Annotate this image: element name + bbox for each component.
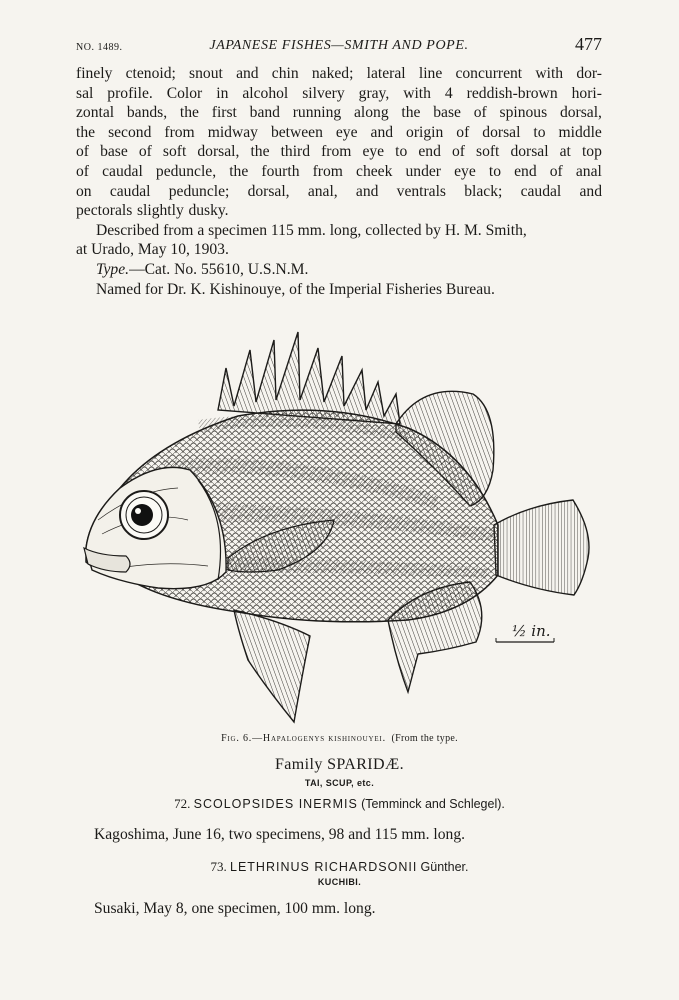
word: from [321,143,352,161]
text-line [76,84,602,104]
word: Color [166,84,203,102]
word: dorsal [510,143,549,161]
word: the [76,123,96,141]
word: midway [207,123,258,141]
specimen-record: Kagoshima, June 16, two specimens, 98 and 115 mm. long. [94,826,466,843]
specimen-description-cont: at Urado, May 10, 1903. [76,241,229,259]
page-number: 477 [575,34,602,54]
word: with [535,65,564,82]
description-text [76,64,602,299]
word: dusky. [188,202,229,220]
word: from [164,123,195,141]
word: the [250,143,270,161]
word: spinous [499,104,548,122]
species-number: 73. [210,859,227,874]
word: line [418,65,443,82]
word: end [514,162,537,180]
species-name: LETHRINUS RICHARDSONII [230,860,418,874]
word: of [76,162,89,180]
word: ventrals [396,182,447,200]
word: origin [406,123,444,141]
word: pectorals [76,202,133,220]
species-vernacular: KUCHIBI. [317,877,362,887]
word: running [292,104,342,122]
word: caudal [520,182,562,200]
word: between [270,123,323,141]
word: eye [335,123,358,141]
family-vernacular: TAI, SCUP, etc. [304,778,375,788]
word: finely [76,65,113,82]
word: soft [162,143,187,161]
word: fourth [261,162,300,180]
word: second [108,123,152,141]
word: sal [76,84,94,102]
word: dorsal, [247,182,290,200]
word: bands, [126,104,168,122]
word: and [579,182,602,200]
caption-species: Hapalogenys kishinouyei. [262,733,386,744]
word: of [473,104,487,122]
word: gray, [358,84,390,102]
word: eye [362,143,385,161]
word: concurrent [455,65,523,82]
word: anal [575,162,602,180]
word: the [229,162,249,180]
word: and [355,182,379,200]
word: reddish-brown [466,84,558,102]
ventral-fin [234,610,310,722]
caption-source: (From the type. [391,733,458,744]
word: anal, [307,182,338,200]
word: under [405,162,442,180]
word: to [533,123,546,141]
word: to [395,143,408,161]
word: silvery [302,84,345,102]
scale-bar-label: ½ in. [512,622,551,640]
word: soft [476,143,500,161]
word: third [280,143,311,161]
word: of [76,143,89,161]
species-authority: (Temminck and Schlegel). [361,797,505,811]
word: along [354,104,389,122]
word: eye [454,162,476,180]
text-line [76,142,602,162]
word: zontal [76,104,115,122]
word: caudal [109,182,151,200]
word: ctenoid; [125,65,176,82]
word: caudal [102,162,143,180]
family-heading: Family SPARIDÆ. [275,756,404,773]
text-line [76,64,602,84]
species-heading [0,796,679,812]
bulletin-number: NO. 1489. [76,42,123,53]
running-header [76,36,602,60]
word: from [312,162,343,180]
word: slightly [136,202,184,220]
word: lateral [366,65,406,82]
species-name: SCOLOPSIDES INERMIS [193,797,358,811]
word: peduncle, [155,162,217,180]
text-line [76,123,602,143]
word: dor- [576,65,602,82]
word: profile. [107,84,153,102]
word: top [581,143,602,161]
word: at [559,143,571,161]
word: cheek [356,162,393,180]
caption-prefix: Fig. 6.— [221,733,263,744]
word: dorsal [482,123,521,141]
species-number: 72. [174,796,191,811]
text-line [76,103,602,123]
word: snout [189,65,223,82]
specimen-description: Described from a specimen 115 mm. long, collected by H. M. Smith, [96,221,527,239]
fish-illustration [78,320,608,730]
word: dorsal, [559,104,602,122]
word: to [488,162,502,180]
word: the [179,104,199,122]
word: band [249,104,280,122]
word: of [549,162,563,180]
fish-eye [120,491,168,539]
text-line [76,162,602,182]
word: in [216,84,229,102]
text-line [76,201,602,221]
word: of [451,143,465,161]
word: of [456,123,470,141]
word: alcohol [242,84,289,102]
word: 4 [444,84,453,102]
word: black; [464,182,503,200]
figure-caption [0,733,679,744]
word: peduncle; [168,182,230,200]
species-heading [0,859,679,875]
specimen-record: Susaki, May 8, one specimen, 100 mm. long. [94,900,376,917]
etymology-line: Named for Dr. K. Kishinouye, of the Imperial Fisheries Bureau. [96,280,495,298]
word: base [100,143,128,161]
caudal-fin [494,500,589,595]
word: hori- [571,84,602,102]
word: end [418,143,441,161]
word: of [138,143,152,161]
type-catalog: —Cat. No. 55610, U.S.N.M. [129,260,309,278]
species-authority: Günther. [420,860,469,874]
word: the [401,104,421,122]
word: with [403,84,431,102]
word: first [211,104,237,122]
word: on [76,182,92,200]
word: chin [271,65,299,82]
word: and [370,123,394,141]
running-title: JAPANESE FISHES—SMITH AND POPE. [209,38,469,53]
fish-engraving [78,320,608,730]
word: naked; [311,65,354,82]
word: middle [558,123,602,141]
word: base [433,104,461,122]
type-line [76,260,602,280]
word: dorsal, [197,143,240,161]
text-line [76,182,602,202]
type-label: Type. [96,260,130,278]
word: and [236,65,259,82]
